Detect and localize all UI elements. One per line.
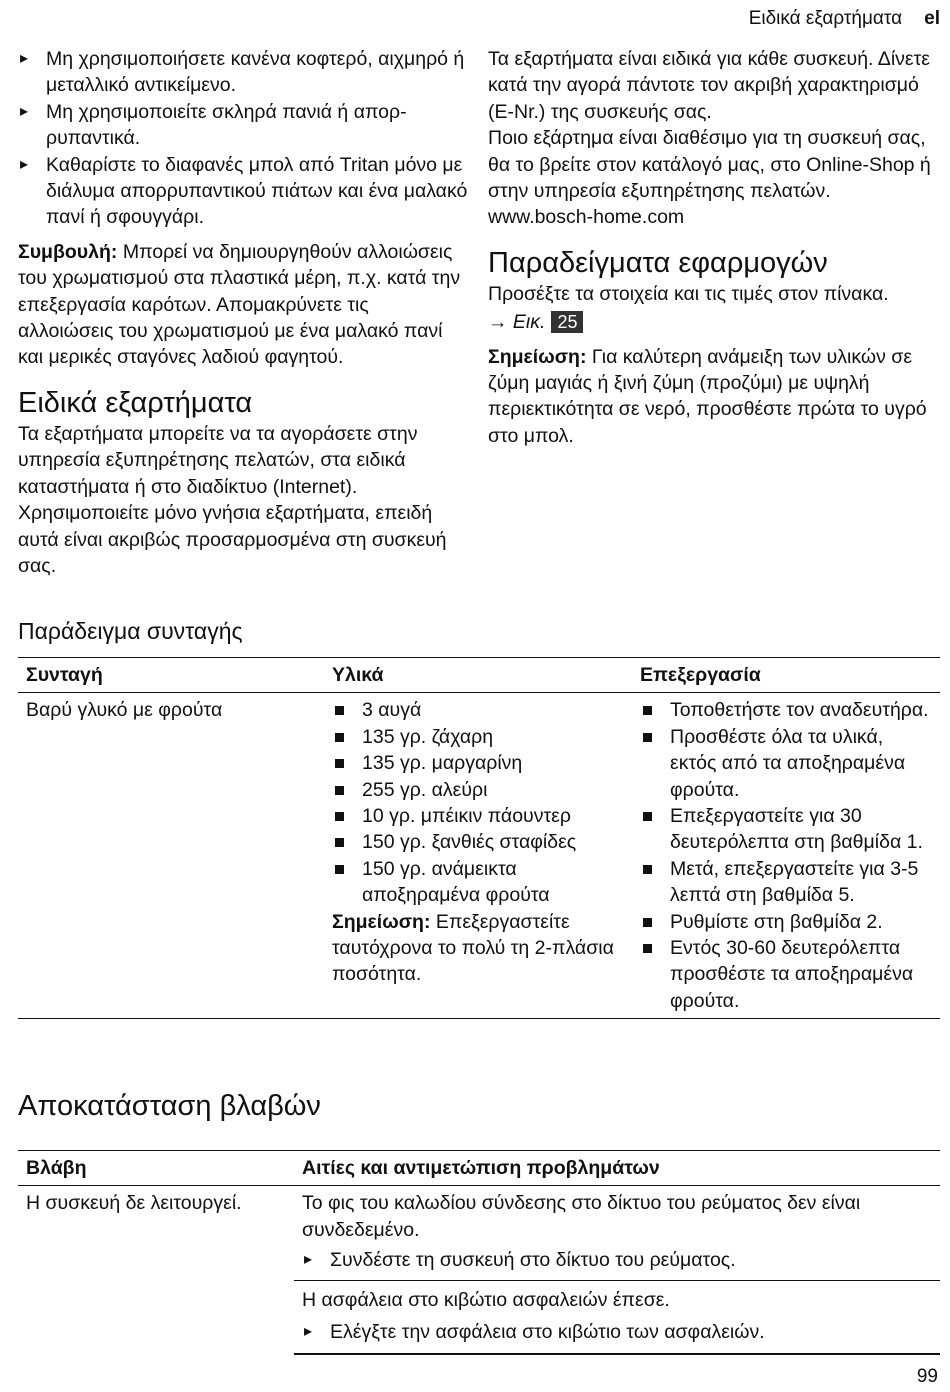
website-link[interactable]: www.bosch-home.com <box>488 206 685 229</box>
accessories-heading: Ειδικά εξαρτήματα <box>18 386 253 419</box>
col-fault: Βλάβη <box>26 1157 87 1179</box>
ingredients-note-text: Επεξεργαστείτε ταυτόχρονα το πολύ τη 2-πλάσια ποσότητα. <box>332 910 614 986</box>
list-item: Εντός 30-60 δευτερόλεπτα προσθέστε τα αποξηραμένα φρούτα. <box>640 935 932 1014</box>
accessories-spec-text: Τα εξαρτήματα είναι ειδικά για κάθε συσκευή. Δίνετε κατά την αγορά πάντοτε τον ακριβή χαρακτηρισμό (E-Nr.) της συσκευής σας. <box>488 48 930 123</box>
list-item: 255 γρ. αλεύρι <box>332 777 614 803</box>
note-paragraph <box>488 344 933 450</box>
figure-number: 25 <box>551 311 583 333</box>
note-text: Για καλύτερη ανάμειξη των υλικών σε ζύμη μαγιάς ή ξινή ζύμη (προζύμι) με υψηλή περιεκτικότητα σε νερό, προσθέστε πρώτα το υγρό στο μπολ. <box>488 345 927 447</box>
table-row <box>18 1186 940 1280</box>
remedy-item: ▸ Ελέγξτε την ασφάλεια στο κιβώτιο των ασφαλειών. <box>302 1319 932 1345</box>
recipe-heading: Παράδειγμα συνταγής <box>18 618 243 644</box>
col-recipe: Συνταγή <box>26 664 103 686</box>
bullet-item: ▸ Μη χρησιμοποιείτε σκληρά πανιά ή απορ-ρυπαντικά. <box>18 99 468 152</box>
cleaning-bullets <box>18 46 468 231</box>
recipe-table <box>18 657 940 1019</box>
tip-paragraph <box>18 239 468 371</box>
list-item: Μετά, επεξεργαστείτε για 3-5 λεπτά στη βαθμίδα 5. <box>640 856 932 909</box>
processing-cell <box>632 693 940 1019</box>
examples-text: Προσέξτε τα στοιχεία και τις τιμές στον πίνακα. <box>488 282 889 305</box>
note-label: Σημείωση: <box>488 345 587 368</box>
bullet-item: ▸ Καθαρίστε το διαφανές μπολ από Tritan μόνο με διάλυμα απορρυπαντικού πιάτων και ένα μαλακό πανί ή σφουγγάρι. <box>18 152 468 231</box>
list-item: Επεξεργαστείτε για 30 δευτερόλεπτα στη βαθμίδα 1. <box>640 803 932 856</box>
col-processing: Επεξεργασία <box>640 664 761 686</box>
cause-cell <box>294 1280 940 1354</box>
cause-text: Το φις του καλωδίου σύνδεσης στο δίκτυο του ρεύματος δεν είναι συνδεδεμένο. <box>302 1192 861 1241</box>
header-title: Ειδικά εξαρτήματα <box>748 8 903 29</box>
fault-cell: Η συσκευή δε λειτουργεί. <box>26 1192 242 1215</box>
recipe-header-row <box>18 658 940 693</box>
list-item: Τοποθετήστε τον αναδευτήρα. <box>640 697 932 723</box>
right-column <box>488 46 933 449</box>
remedy-item: ▸ Συνδέστε τη συσκευή στο δίκτυο του ρεύματος. <box>302 1247 932 1273</box>
left-column <box>18 46 468 579</box>
list-item: Ρυθμίστε στη βαθμίδα 2. <box>640 909 932 935</box>
col-causes: Αιτίες και αντιμετώπιση προβλημάτων <box>302 1157 660 1179</box>
list-item: 150 γρ. ανάμεικτα αποξηραμένα φρούτα <box>332 856 614 909</box>
list-item: 10 γρ. μπέικιν πάουντερ <box>332 803 614 829</box>
page-number: 99 <box>916 1366 938 1387</box>
figure-reference <box>488 309 933 335</box>
processing-steps <box>640 697 932 1014</box>
cause-cell <box>294 1186 940 1280</box>
figure-prefix: → Εικ. <box>488 311 546 334</box>
page-header <box>749 8 940 30</box>
troubleshooting-heading: Αποκατάσταση βλαβών <box>18 1090 321 1122</box>
ingredients-cell <box>324 693 632 1019</box>
troubleshooting-header-row <box>18 1151 940 1186</box>
list-item: Προσθέστε όλα τα υλικά, εκτός από τα αποξηραμένα φρούτα. <box>640 724 932 803</box>
troubleshooting-table <box>18 1150 940 1355</box>
table-row <box>18 693 940 1019</box>
accessories-text: Τα εξαρτήματα μπορείτε να τα αγοράσετε στην υπηρεσία εξυπηρέτησης πελατών, στα ειδικά καταστήματα ή στο διαδίκτυο (Internet). Χρησιμοποιείτε μόνο γνήσια εξαρτήματα, επειδή αυτά είναι ακριβώς προσαρμοσμένα στη συσκευή σας. <box>18 422 447 577</box>
recipe-name: Βαρύ γλυκό με φρούτα <box>26 699 223 722</box>
header-lang: el <box>924 8 940 29</box>
examples-heading: Παραδείγματα εφαρμογών <box>488 246 828 279</box>
list-item: 3 αυγά <box>332 697 614 723</box>
ingredients-note <box>332 909 624 988</box>
tip-text: Μπορεί να δημιουργηθούν αλλοιώσεις του χρωματισμού στα πλαστικά μέρη, π.χ. κατά την επεξεργασία καρότων. Απομακρύνετε τις αλλοιώσεις του χρωματισμού με ένα μαλακό πανί και μερικές σταγόνες λαδιού φαγητού. <box>18 240 461 369</box>
cause-text: Η ασφάλεια στο κιβώτιο ασφαλειών έπεσε. <box>302 1288 670 1311</box>
col-ingredients: Υλικά <box>332 664 384 686</box>
tip-label: Συμβουλή: <box>18 240 118 263</box>
list-item: 135 γρ. μαργαρίνη <box>332 750 614 776</box>
list-item: 135 γρ. ζάχαρη <box>332 724 614 750</box>
accessories-availability-text: Ποιο εξάρτημα είναι διαθέσιμο για τη συσκευή σας, θα το βρείτε στον κατάλογό μας, στο Online-Shop ή στην υπηρεσία εξυπηρέτησης πελατών. <box>488 127 931 203</box>
list-item: 150 γρ. ξανθιές σταφίδες <box>332 829 614 855</box>
ingredients-list <box>332 697 624 908</box>
remedy-list <box>302 1319 932 1345</box>
bullet-item: ▸ Μη χρησιμοποιήσετε κανένα κοφτερό, αιχμηρό ή μεταλλικό αντικείμενο. <box>18 46 468 99</box>
ingredients-note-label: Σημείωση: <box>332 910 431 933</box>
remedy-list <box>302 1247 932 1273</box>
